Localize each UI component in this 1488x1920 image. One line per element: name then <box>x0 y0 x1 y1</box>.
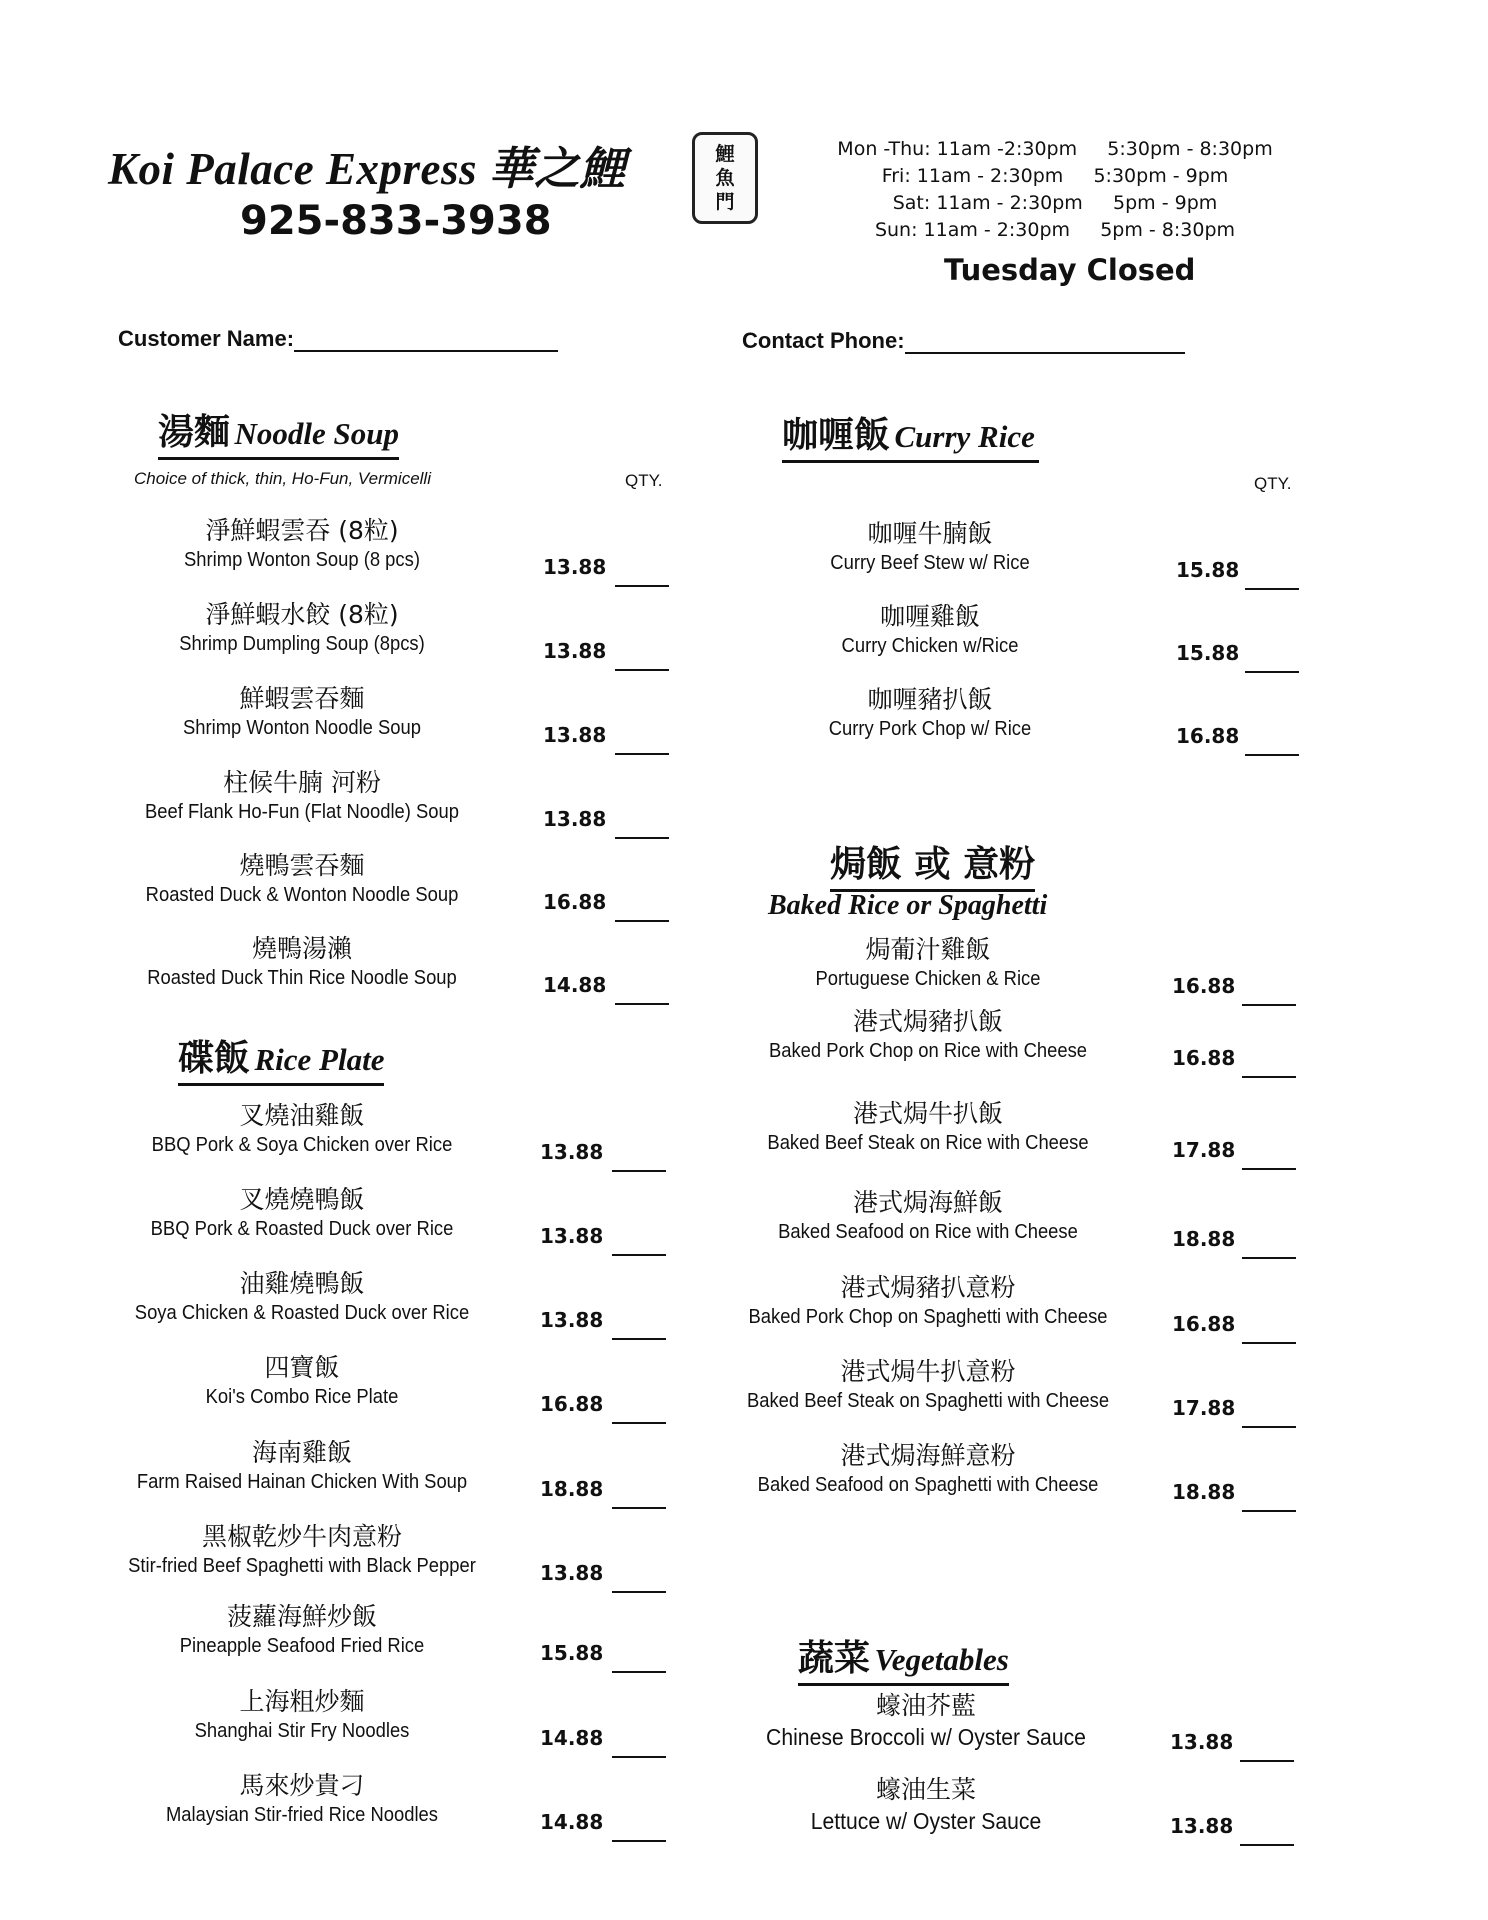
rice-plate-heading <box>178 1030 384 1086</box>
menu-item <box>92 515 512 573</box>
menu-item-name-en: Portuguese Chicken & Rice <box>815 968 1041 990</box>
menu-item-name-en: Pineapple Seafood Fried Rice <box>179 1635 425 1657</box>
menu-item <box>718 1187 1138 1245</box>
menu-item-name-zh: 港式焗豬扒意粉 <box>840 1273 1016 1302</box>
menu-item-price: 18.88 <box>1172 1480 1236 1504</box>
restaurant-phone: 925-833-3938 <box>240 198 552 244</box>
quantity-blank[interactable] <box>1242 1342 1296 1344</box>
menu-item-name-en: Baked Pork Chop on Rice with Cheese <box>768 1040 1088 1062</box>
baked-heading-en: Baked Rice or Spaghetti <box>768 890 1048 921</box>
menu-item-name-zh: 馬來炒貴刁 <box>239 1771 365 1800</box>
quantity-blank[interactable] <box>612 1422 666 1424</box>
menu-item-name-zh: 鮮蝦雲吞麵 <box>239 684 365 713</box>
menu-item-name-en: Baked Seafood on Rice with Cheese <box>778 1221 1078 1243</box>
menu-item-name-zh: 焗葡汁雞飯 <box>865 935 991 964</box>
menu-item <box>718 1440 1138 1498</box>
menu-item-name-zh: 燒鴨雲吞麵 <box>239 851 365 880</box>
quantity-blank[interactable] <box>612 1338 666 1340</box>
menu-item-name-zh: 菠蘿海鮮炒飯 <box>226 1602 377 1631</box>
section-title-zh: 焗飯 或 意粉 <box>830 844 1036 885</box>
menu-item-price: 16.88 <box>1176 724 1240 748</box>
menu-item-name-en: BBQ Pork & Soya Chicken over Rice <box>151 1134 453 1156</box>
menu-item-price: 13.88 <box>1170 1814 1234 1838</box>
menu-item-name-zh: 港式焗牛扒飯 <box>852 1099 1003 1128</box>
menu-item-name-zh: 咖喱雞飯 <box>879 602 980 631</box>
quantity-blank[interactable] <box>1242 1426 1296 1428</box>
menu-item-name-en: Baked Beef Steak on Spaghetti with Cheese <box>746 1390 1110 1412</box>
menu-item-name-en: Farm Raised Hainan Chicken With Soup <box>136 1471 468 1493</box>
hours-line: Fri: 11am - 2:30pm 5:30pm - 9pm <box>881 165 1229 187</box>
menu-item <box>92 1770 512 1828</box>
quantity-blank[interactable] <box>612 1170 666 1172</box>
quantity-blank[interactable] <box>612 1591 666 1593</box>
menu-item-price: 16.88 <box>540 1392 604 1416</box>
menu-item <box>92 1601 512 1659</box>
menu-item <box>718 934 1138 992</box>
menu-item-name-en: Shrimp Wonton Noodle Soup <box>183 717 421 739</box>
menu-item-name-en: Stir-fried Beef Spaghetti with Black Pepper <box>128 1555 476 1577</box>
qty-header: QTY. <box>625 471 663 490</box>
menu-item-name-en: Chinese Broccoli w/ Oyster Sauce <box>766 1724 1086 1750</box>
menu-item <box>92 850 512 908</box>
hours-line: Mon -Thu: 11am -2:30pm 5:30pm - 8:30pm <box>837 138 1273 160</box>
menu-item-name-en: Koi's Combo Rice Plate <box>205 1386 399 1408</box>
quantity-blank[interactable] <box>1242 1257 1296 1259</box>
menu-item-price: 15.88 <box>1176 558 1240 582</box>
curry-rice-heading <box>782 407 1039 463</box>
menu-item-price: 13.88 <box>540 1140 604 1164</box>
menu-item-price: 16.88 <box>543 890 607 914</box>
section-title-en: Rice Plate <box>254 1042 385 1077</box>
quantity-blank[interactable] <box>1242 1168 1296 1170</box>
menu-item-name-zh: 四寶飯 <box>264 1353 340 1382</box>
hours-line: Sun: 11am - 2:30pm 5pm - 8:30pm <box>874 219 1236 241</box>
menu-item-name-zh: 叉燒油雞飯 <box>239 1101 365 1130</box>
menu-item <box>92 1437 512 1495</box>
menu-item-name-zh: 黑椒乾炒牛肉意粉 <box>201 1522 402 1551</box>
quantity-blank[interactable] <box>1240 1760 1294 1762</box>
menu-item-price: 14.88 <box>543 973 607 997</box>
menu-item-name-zh: 港式焗牛扒意粉 <box>840 1357 1016 1386</box>
noodle-choice-note: Choice of thick, thin, Ho-Fun, Vermicelli <box>134 469 431 488</box>
menu-item-price: 15.88 <box>1176 641 1240 665</box>
menu-item-price: 18.88 <box>1172 1227 1236 1251</box>
menu-item <box>718 1356 1138 1414</box>
menu-item-name-zh: 油雞燒鴨飯 <box>239 1269 365 1298</box>
menu-item-name-zh: 咖喱豬扒飯 <box>867 685 993 714</box>
contact-phone-field[interactable] <box>742 328 1185 354</box>
menu-item-price: 13.88 <box>540 1224 604 1248</box>
menu-item <box>720 601 1140 659</box>
menu-item <box>92 1352 512 1410</box>
vegetables-heading <box>798 1630 1009 1686</box>
menu-item-name-zh: 蠔油生菜 <box>875 1775 976 1804</box>
menu-item-price: 14.88 <box>540 1726 604 1750</box>
menu-item-name-en: Curry Chicken w/Rice <box>841 635 1019 657</box>
menu-item-name-en: Lettuce w/ Oyster Sauce <box>810 1808 1042 1834</box>
menu-item-name-zh: 咖喱牛腩飯 <box>867 519 993 548</box>
quantity-blank[interactable] <box>615 669 669 671</box>
menu-item-price: 13.88 <box>540 1561 604 1585</box>
seal-char: 鯉 <box>715 143 735 165</box>
baked-heading <box>830 836 1035 892</box>
menu-item-name-zh: 蠔油芥藍 <box>875 1691 976 1720</box>
quantity-blank[interactable] <box>615 1003 669 1005</box>
menu-item-name-en: Shrimp Wonton Soup (8 pcs) <box>184 549 420 571</box>
section-title-zh: 咖喱飯 <box>782 415 891 456</box>
quantity-blank[interactable] <box>1245 671 1299 673</box>
menu-item <box>716 1690 1136 1752</box>
menu-item-name-zh: 上海粗炒麵 <box>239 1687 365 1716</box>
quantity-blank[interactable] <box>615 920 669 922</box>
menu-item-price: 17.88 <box>1172 1138 1236 1162</box>
menu-item-name-en: Curry Beef Stew w/ Rice <box>830 552 1030 574</box>
menu-item-name-en: Shrimp Dumpling Soup (8pcs) <box>179 633 425 655</box>
section-title-zh: 蔬菜 <box>798 1638 871 1679</box>
section-title-en: Noodle Soup <box>234 416 399 451</box>
section-title-zh: 碟飯 <box>178 1038 251 1079</box>
menu-item-name-en: Baked Beef Steak on Rice with Cheese <box>767 1132 1089 1154</box>
quantity-blank[interactable] <box>1245 754 1299 756</box>
menu-item-name-en: Roasted Duck Thin Rice Noodle Soup <box>147 967 457 989</box>
restaurant-seal-logo <box>692 132 758 224</box>
menu-item-price: 16.88 <box>1172 1046 1236 1070</box>
closed-notice: Tuesday Closed <box>944 253 1196 287</box>
quantity-blank[interactable] <box>612 1507 666 1509</box>
menu-item <box>92 767 512 825</box>
section-title-en: Vegetables <box>874 1642 1009 1677</box>
quantity-blank[interactable] <box>612 1840 666 1842</box>
customer-name-field[interactable] <box>118 326 558 352</box>
quantity-blank[interactable] <box>1242 1510 1296 1512</box>
menu-item-name-zh: 柱候牛腩 河粉 <box>223 768 381 797</box>
menu-item <box>720 518 1140 576</box>
quantity-blank[interactable] <box>1240 1844 1294 1846</box>
menu-item-name-zh: 港式焗海鮮飯 <box>852 1188 1003 1217</box>
section-title-zh: 湯麵 <box>158 412 231 453</box>
quantity-blank[interactable] <box>1245 588 1299 590</box>
menu-item <box>92 1686 512 1744</box>
quantity-blank[interactable] <box>612 1756 666 1758</box>
menu-item-price: 13.88 <box>540 1308 604 1332</box>
menu-item-name-en: Soya Chicken & Roasted Duck over Rice <box>134 1302 470 1324</box>
menu-item <box>92 1521 512 1579</box>
menu-item-price: 17.88 <box>1172 1396 1236 1420</box>
menu-item-price: 13.88 <box>543 723 607 747</box>
menu-item <box>718 1272 1138 1330</box>
quantity-blank[interactable] <box>615 837 669 839</box>
restaurant-name: Koi Palace Express 華之鯉 <box>108 144 626 194</box>
noodle-soup-heading <box>158 404 399 460</box>
customer-name-label: Customer Name: <box>118 326 295 351</box>
menu-item <box>92 933 512 991</box>
menu-item-price: 14.88 <box>540 1810 604 1834</box>
menu-item <box>720 684 1140 742</box>
contact-phone-line[interactable] <box>905 352 1185 354</box>
menu-item-name-en: Shanghai Stir Fry Noodles <box>194 1720 410 1742</box>
menu-item-price: 13.88 <box>543 555 607 579</box>
menu-item <box>92 1100 512 1158</box>
menu-item-price: 13.88 <box>543 639 607 663</box>
menu-item-price: 15.88 <box>540 1641 604 1665</box>
opening-hours <box>830 136 1280 244</box>
menu-item-name-en: Beef Flank Ho-Fun (Flat Noodle) Soup <box>145 801 459 823</box>
quantity-blank[interactable] <box>612 1254 666 1256</box>
menu-item <box>92 1184 512 1242</box>
menu-item-name-zh: 淨鮮蝦水餃 (8粒) <box>205 600 399 629</box>
menu-item <box>92 1268 512 1326</box>
menu-item-name-zh: 叉燒燒鴨飯 <box>239 1185 365 1214</box>
qty-header: QTY. <box>1254 474 1292 493</box>
menu-item-name-zh: 海南雞飯 <box>251 1438 352 1467</box>
menu-item-price: 16.88 <box>1172 974 1236 998</box>
contact-phone-label: Contact Phone: <box>742 328 905 353</box>
quantity-blank[interactable] <box>1242 1076 1296 1078</box>
quantity-blank[interactable] <box>615 753 669 755</box>
customer-name-line[interactable] <box>294 350 558 352</box>
menu-item <box>718 1098 1138 1156</box>
menu-item-name-en: Baked Seafood on Spaghetti with Cheese <box>757 1474 1099 1496</box>
menu-item-name-en: Roasted Duck & Wonton Noodle Soup <box>145 884 459 906</box>
menu-item-price: 18.88 <box>540 1477 604 1501</box>
menu-item-name-zh: 燒鴨湯瀨 <box>251 934 352 963</box>
quantity-blank[interactable] <box>1242 1004 1296 1006</box>
menu-item-name-zh: 港式焗海鮮意粉 <box>840 1441 1016 1470</box>
menu-item <box>92 599 512 657</box>
menu-item <box>92 683 512 741</box>
menu-item-price: 13.88 <box>543 807 607 831</box>
menu-item <box>716 1774 1136 1836</box>
hours-line: Sat: 11am - 2:30pm 5pm - 9pm <box>892 192 1218 214</box>
menu-item-price: 16.88 <box>1172 1312 1236 1336</box>
quantity-blank[interactable] <box>615 585 669 587</box>
menu-item-price: 13.88 <box>1170 1730 1234 1754</box>
menu-item-name-en: BBQ Pork & Roasted Duck over Rice <box>150 1218 454 1240</box>
menu-item-name-zh: 港式焗豬扒飯 <box>852 1007 1003 1036</box>
menu-item-name-en: Curry Pork Chop w/ Rice <box>828 718 1032 740</box>
seal-char: 門 <box>715 191 735 213</box>
seal-char: 魚 <box>715 167 735 189</box>
menu-item-name-en: Malaysian Stir-fried Rice Noodles <box>165 1804 439 1826</box>
section-title-en: Curry Rice <box>894 419 1035 454</box>
menu-item <box>718 1006 1138 1064</box>
quantity-blank[interactable] <box>612 1671 666 1673</box>
menu-item-name-en: Baked Pork Chop on Spaghetti with Cheese <box>748 1306 1108 1328</box>
menu-item-name-zh: 淨鮮蝦雲吞 (8粒) <box>205 516 399 545</box>
